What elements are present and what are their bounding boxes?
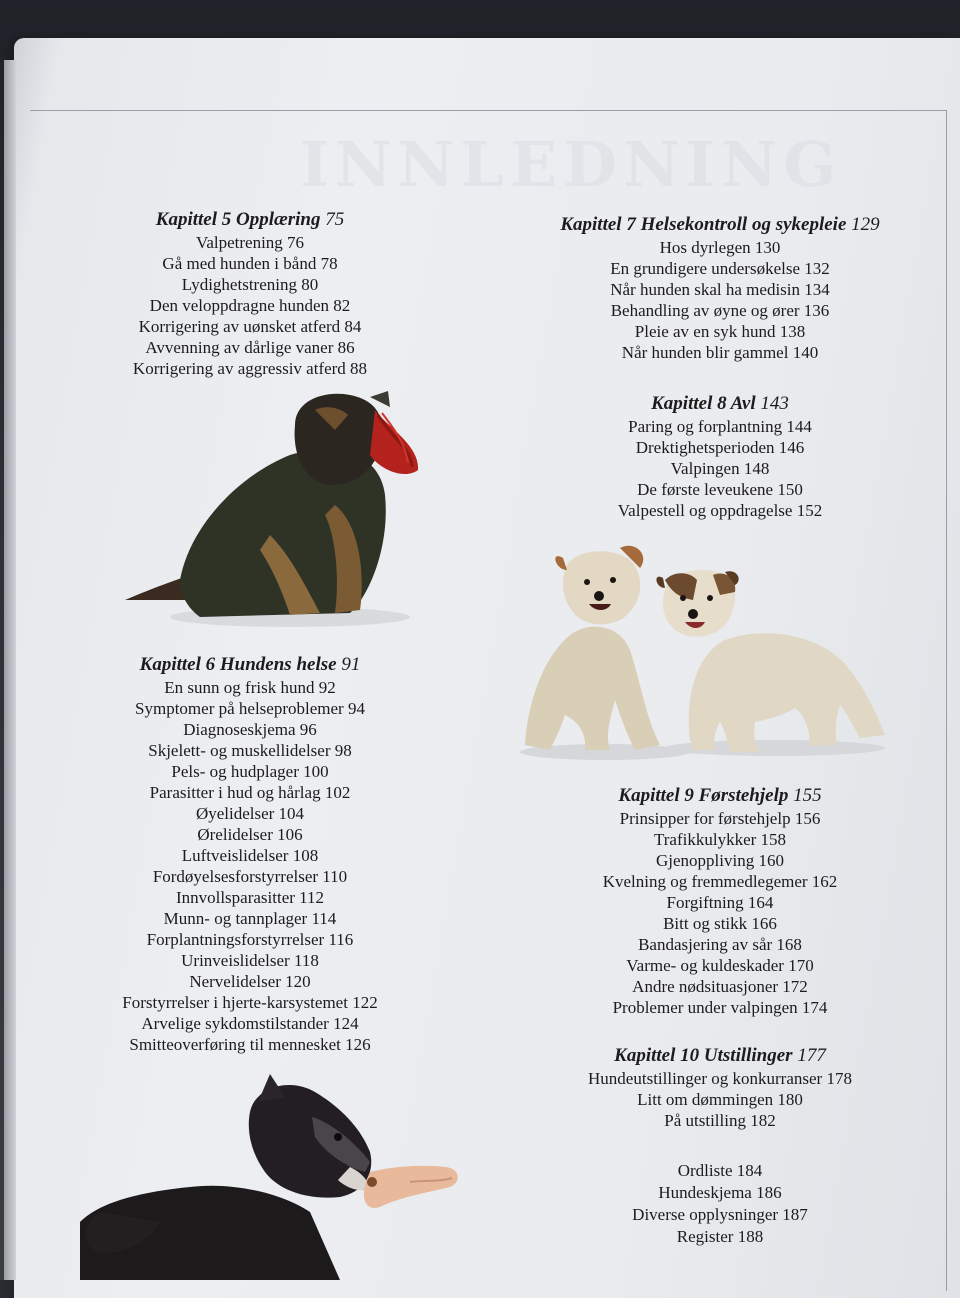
toc-entry: Andre nødsituasjoner 172 [632,977,808,996]
toc-entry: Når hunden skal ha medisin 134 [610,280,830,299]
chapter-7-section [510,213,930,363]
toc-entry: Valpetrening 76 [195,233,305,252]
chapter-8-page: 143 [760,393,789,414]
toc-entry: Korrigering av uønsket atferd 84 [138,317,362,336]
chapter-6-section [100,653,400,1055]
toc-entry: Behandling av øyne og ører 136 [610,301,830,320]
chapter-6-entries [100,677,400,1055]
chapter-10-section [510,1044,930,1131]
toc-entry: Fordøyelsesforstyrrelser 110 [152,867,348,886]
chapter-9-heading [510,784,930,808]
toc-entry: Forplantningsforstyrrelser 116 [146,930,354,949]
toc-entry: Ørelidelser 106 [197,825,303,844]
toc-entry: Valpingen 148 [670,459,770,478]
chapter-9-title: Kapittel 9 Førstehjelp [618,785,789,806]
toc-entry: Prinsipper for førstehjelp 156 [619,809,821,828]
toc-entry: Parasitter i hud og hårlag 102 [149,783,351,802]
toc-entry: Når hunden blir gammel 140 [621,343,819,362]
chapter-10-heading [510,1044,930,1068]
chapter-5-heading [100,208,400,232]
toc-entry: Litt om dømmingen 180 [637,1090,803,1109]
toc-entry: Symptomer på helseproblemer 94 [135,699,365,718]
toc-entry: Valpestell og oppdragelse 152 [617,501,823,520]
appendix-section [510,1160,930,1248]
chapter-5-entries [100,232,400,379]
chapter-9-page: 155 [793,785,822,806]
toc-entry: Korrigering av aggressiv atferd 88 [132,359,368,378]
chapter-10-page: 177 [797,1045,826,1066]
chapter-8-heading [510,392,930,416]
toc-entry: Hos dyrlegen 130 [659,238,781,257]
toc-entry: Øyelidelser 104 [195,804,305,823]
toc-entry: Register 188 [676,1227,764,1246]
toc-entry: Diverse opplysninger 187 [632,1205,808,1224]
chapter-6-page: 91 [341,654,361,675]
toc-entry: Varme- og kuldeskader 170 [626,956,814,975]
toc-entry: Pleie av en syk hund 138 [634,322,806,341]
dog-eating-treat-icon [80,1072,470,1280]
dog-with-rope-toy-icon [120,385,420,635]
toc-entry: Gå med hunden i bånd 78 [162,254,338,273]
toc-entry: Skjelett- og muskellidelser 98 [148,741,352,760]
toc-entry: Drektighetsperioden 146 [635,438,805,457]
toc-entry: Luftveislidelser 108 [181,846,319,865]
chapter-9-section [510,784,930,1018]
toc-entry: Trafikkulykker 158 [653,830,787,849]
toc-entry: De første leveukene 150 [637,480,803,499]
toc-entry: Bandasjering av sår 168 [638,935,802,954]
chapter-8-title: Kapittel 8 Avl [651,393,756,414]
toc-entry: Hundeskjema 186 [658,1183,782,1202]
toc-entry: Arvelige sykdomstilstander 124 [141,1014,359,1033]
toc-entry: Nervelidelser 120 [189,972,311,991]
toc-entry: Hundeutstillinger og konkurranser 178 [588,1069,852,1088]
appendix-entries [510,1160,930,1248]
chapter-7-heading [510,213,930,237]
toc-entry: Problemer under valpingen 174 [612,998,828,1017]
ghost-heading: INNLEDNING [300,128,843,201]
toc-entry: Avvenning av dårlige vaner 86 [145,338,355,357]
chapter-7-title: Kapittel 7 Helsekontroll og sykepleie [560,214,847,235]
chapter-10-title: Kapittel 10 Utstillinger [614,1045,793,1066]
toc-entry: Paring og forplantning 144 [628,417,812,436]
toc-entry: En sunn og frisk hund 92 [164,678,336,697]
toc-entry: Den veloppdragne hunden 82 [149,296,351,315]
toc-entry: Urinveislidelser 118 [181,951,319,970]
page-edge [4,60,16,1280]
toc-entry: Gjenoppliving 160 [656,851,784,870]
chapter-7-entries [510,237,930,363]
toc-entry: Smitteoverføring til mennesket 126 [129,1035,371,1054]
two-terriers-icon [515,540,890,765]
chapter-8-section [510,392,930,521]
chapter-5-page: 75 [325,209,345,230]
toc-entry: Innvollsparasitter 112 [175,888,325,907]
toc-entry: Bitt og stikk 166 [663,914,777,933]
toc-entry: Kvelning og fremmedlegemer 162 [602,872,838,891]
chapter-10-entries [510,1068,930,1131]
toc-entry: Diagnoseskjema 96 [183,720,317,739]
toc-entry: En grundigere undersøkelse 132 [610,259,830,278]
toc-entry: Forgiftning 164 [666,893,774,912]
chapter-8-entries [510,416,930,521]
chapter-5-section [100,208,400,379]
chapter-6-heading [100,653,400,677]
toc-entry: På utstilling 182 [664,1111,776,1130]
toc-entry: Forstyrrelser i hjerte-karsystemet 122 [122,993,378,1012]
toc-entry: Pels- og hudplager 100 [171,762,329,781]
chapter-6-title: Kapittel 6 Hundens helse [139,654,337,675]
toc-entry: Munn- og tannplager 114 [163,909,337,928]
chapter-9-entries [510,808,930,1018]
chapter-7-page: 129 [851,214,880,235]
toc-entry: Lydighetstrening 80 [181,275,319,294]
toc-entry: Ordliste 184 [677,1161,763,1180]
chapter-5-title: Kapittel 5 Opplæring [155,209,321,230]
